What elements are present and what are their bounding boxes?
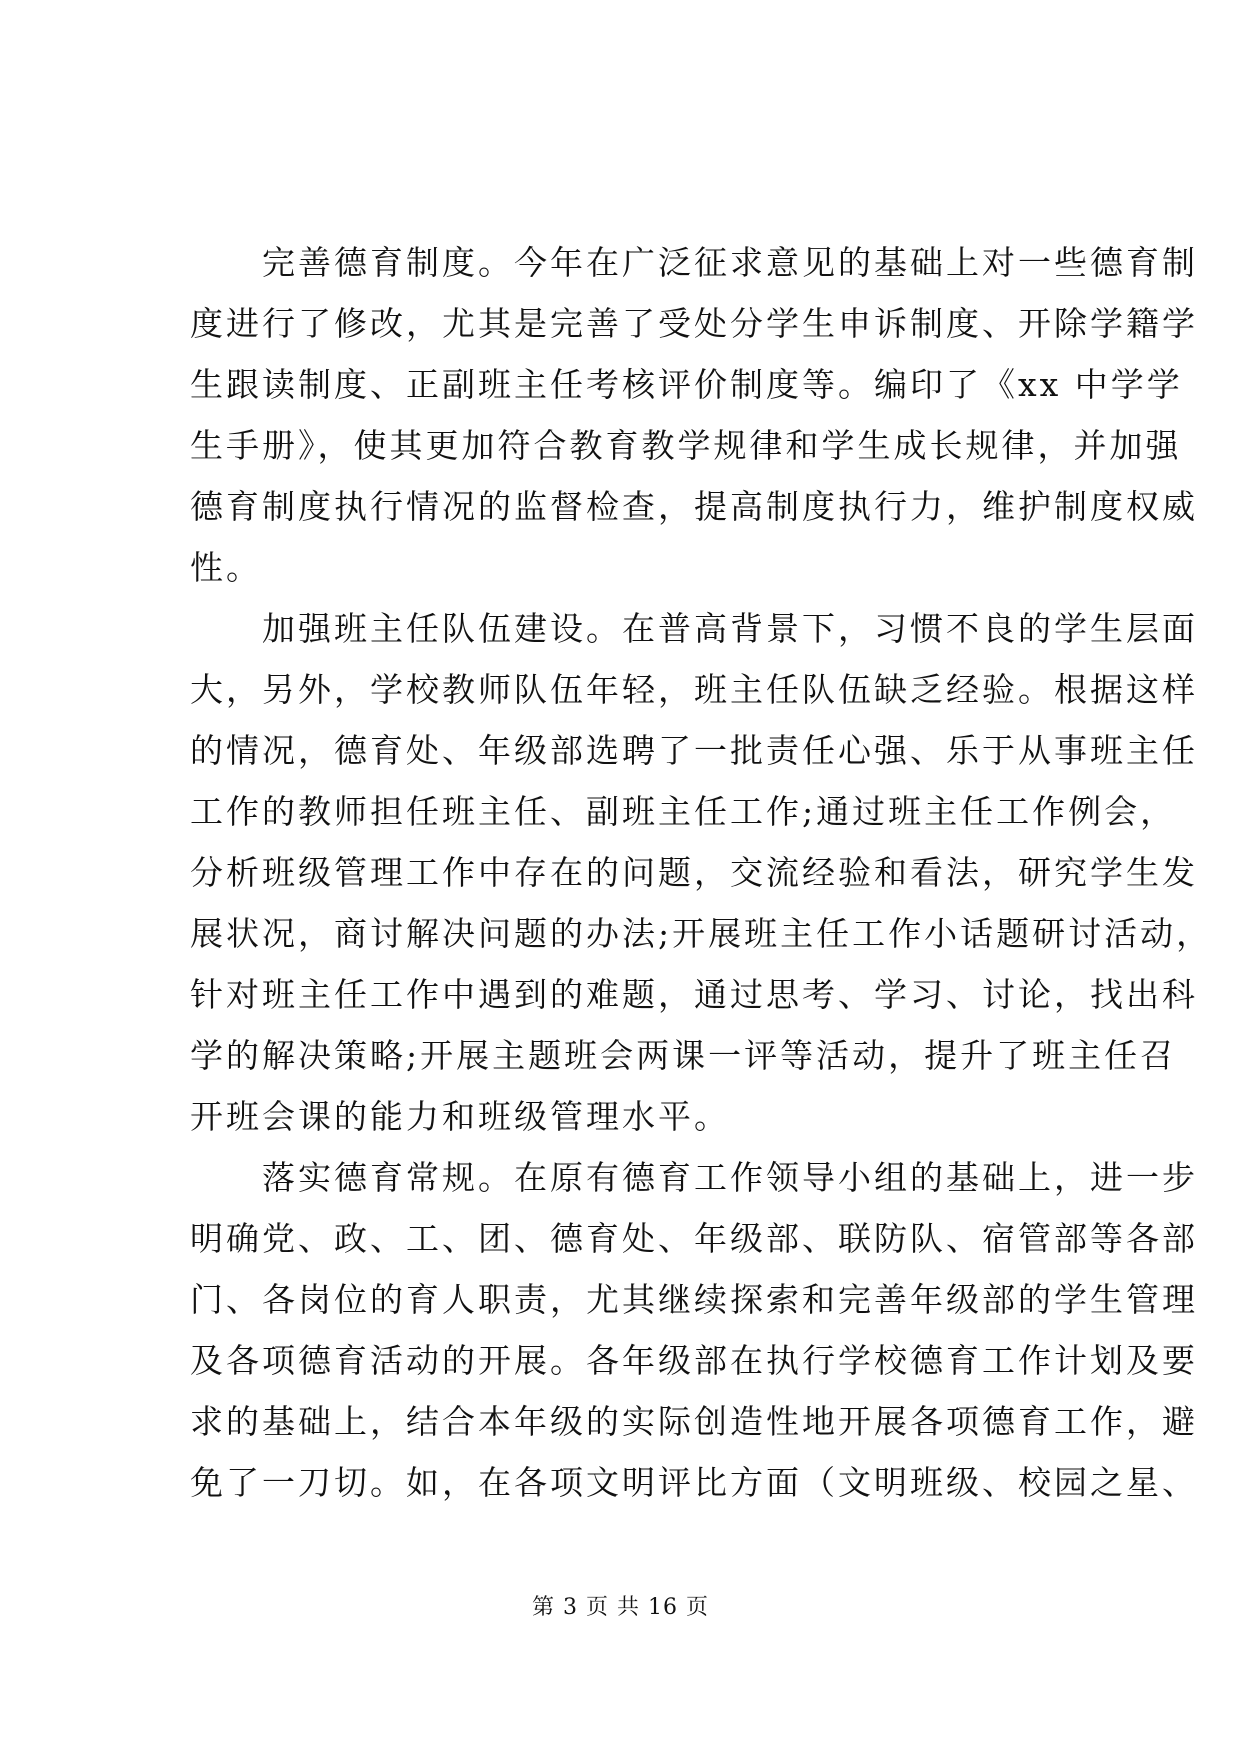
text-line: 免了一刀切。如，在各项文明评比方面（文明班级、校园之星、 — [190, 1463, 1198, 1502]
text-line: 针对班主任工作中遇到的难题，通过思考、学习、讨论，找出科 — [190, 975, 1198, 1014]
text-line: 学的解决策略;开展主题班会两课一评等活动，提升了班主任召 — [190, 1036, 1177, 1075]
text-line: 展状况，商讨解决问题的办法;开展班主任工作小话题研讨活动， — [190, 914, 1213, 953]
text-line: 德育制度执行情况的监督检查，提高制度执行力，维护制度权威 — [190, 487, 1198, 526]
text-line: 完善德育制度。今年在广泛征求意见的基础上对一些德育制 — [190, 243, 1198, 282]
document-body — [190, 232, 1213, 1513]
paragraph-head-teacher-team — [190, 598, 1213, 1147]
text-line: 开班会课的能力和班级管理水平。 — [190, 1097, 730, 1136]
text-line: 大，另外，学校教师队伍年轻，班主任队伍缺乏经验。根据这样 — [190, 670, 1198, 709]
text-line: 落实德育常规。在原有德育工作领导小组的基础上，进一步 — [190, 1158, 1198, 1197]
text-line: 明确党、政、工、团、德育处、年级部、联防队、宿管部等各部 — [190, 1219, 1198, 1258]
text-line: 加强班主任队伍建设。在普高背景下，习惯不良的学生层面 — [190, 609, 1198, 648]
paragraph-moral-education-system — [190, 232, 1198, 598]
paragraph-moral-education-routine — [190, 1147, 1198, 1513]
text-line: 工作的教师担任班主任、副班主任工作;通过班主任工作例会， — [190, 792, 1177, 831]
text-line: 门、各岗位的育人职责，尤其继续探索和完善年级部的学生管理 — [190, 1280, 1198, 1319]
text-line: 生跟读制度、正副班主任考核评价制度等。编印了《xx 中学学 — [190, 365, 1183, 404]
text-line: 及各项德育活动的开展。各年级部在执行学校德育工作计划及要 — [190, 1341, 1198, 1380]
text-line: 性。 — [190, 548, 262, 587]
text-line: 分析班级管理工作中存在的问题，交流经验和看法，研究学生发 — [190, 853, 1198, 892]
text-line: 生手册》，使其更加符合教育教学规律和学生成长规律，并加强 — [190, 426, 1182, 465]
text-line: 求的基础上，结合本年级的实际创造性地开展各项德育工作，避 — [190, 1402, 1198, 1441]
text-line: 的情况，德育处、年级部选聘了一批责任心强、乐于从事班主任 — [190, 731, 1198, 770]
text-line: 度进行了修改，尤其是完善了受处分学生申诉制度、开除学籍学 — [190, 304, 1198, 343]
page-number-footer: 第 3 页 共 16 页 — [532, 1595, 709, 1620]
